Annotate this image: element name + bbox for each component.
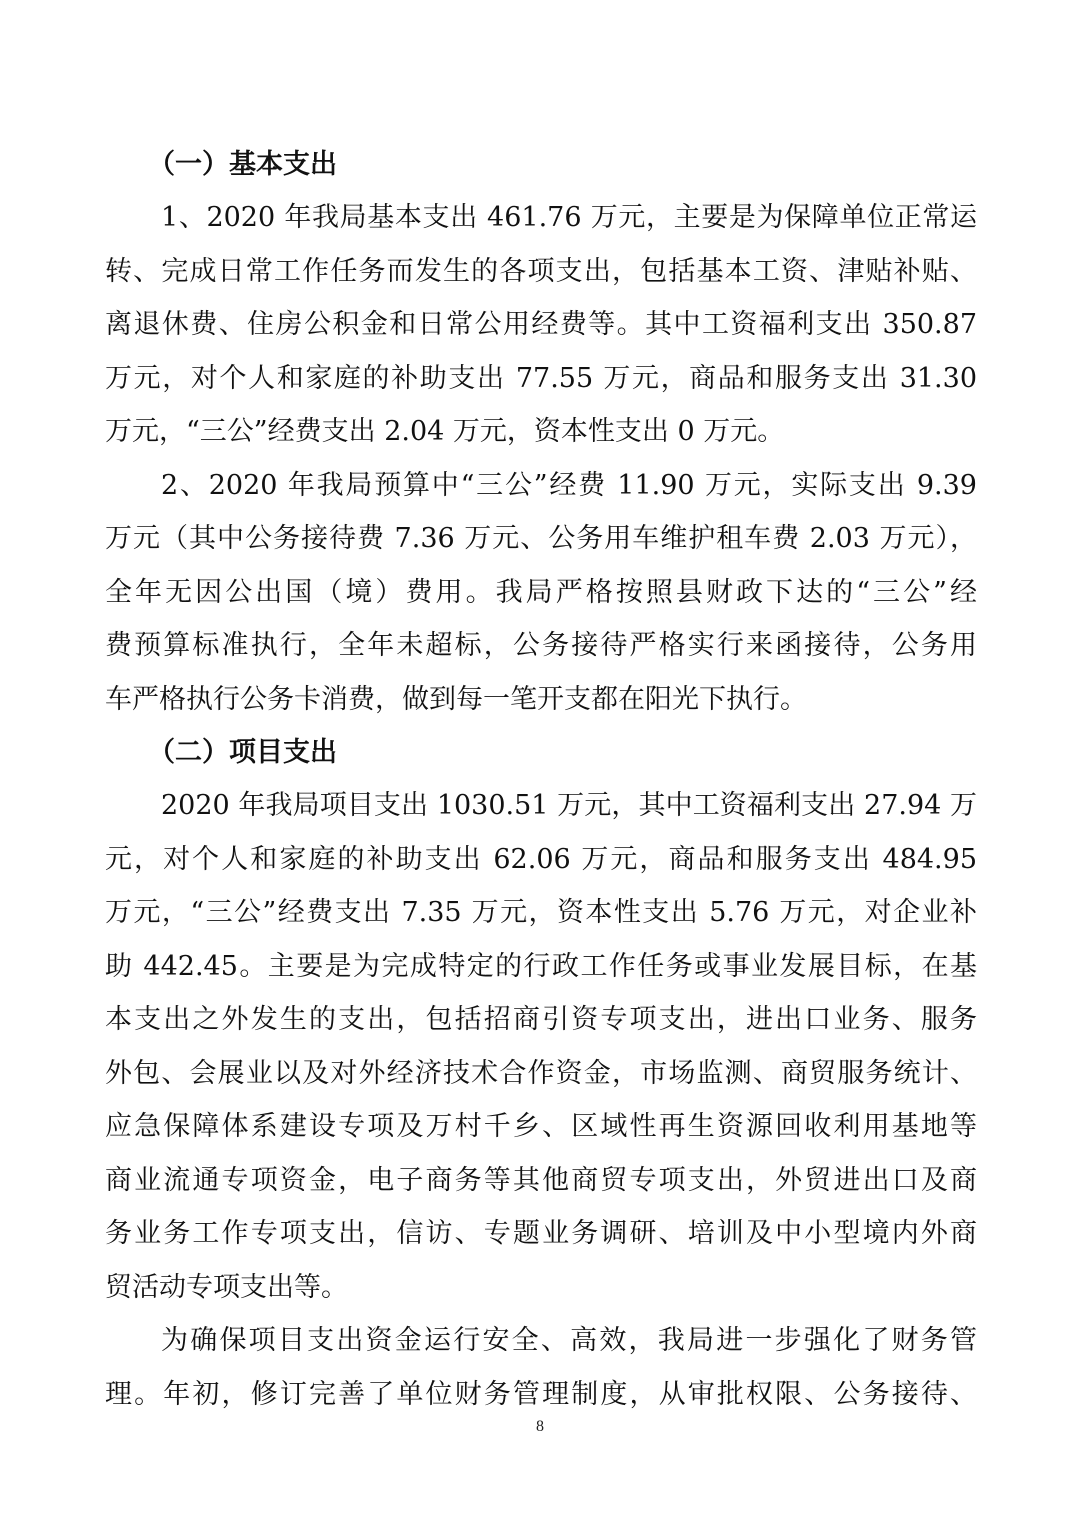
text-line: 贸活动专项支出等。 [105, 1271, 348, 1303]
paragraph-basic-expenditure-1 [105, 191, 977, 459]
text-line: 助 442.45。主要是为完成特定的行政工作任务或事业发展目标，在基 [105, 950, 977, 982]
document-page [105, 138, 977, 1421]
text-line: 应急保障体系建设专项及万村千乡、区域性再生资源回收利用基地等 [105, 1111, 977, 1142]
text-line: 转、完成日常工作任务而发生的各项支出，包括基本工资、津贴补贴、 [105, 255, 977, 287]
section-heading-project-expenditure: （二）项目支出 [148, 737, 337, 768]
text-line: 本支出之外发生的支出，包括招商引资专项支出，进出口业务、服务 [105, 1004, 977, 1035]
section-heading-basic-expenditure: （一）基本支出 [148, 149, 337, 180]
paragraph-project-expenditure-1 [105, 779, 977, 1314]
text-line: 商业流通专项资金，电子商务等其他商贸专项支出，外贸进出口及商 [105, 1164, 977, 1196]
text-line: 万元（其中公务接待费 7.36 万元、公务用车维护租车费 2.03 万元）， [105, 523, 977, 554]
page-number: 8 [536, 1418, 544, 1435]
text-line: 务业务工作专项支出，信访、专题业务调研、培训及中小型境内外商 [105, 1218, 977, 1249]
text-line: 为确保项目支出资金运行安全、高效，我局进一步强化了财务管 [161, 1325, 977, 1356]
text-line: 2020 年我局项目支出 1030.51 万元，其中工资福利支出 27.94 万 [161, 790, 977, 821]
paragraph-basic-expenditure-2 [105, 459, 977, 727]
text-line: 万元，对个人和家庭的补助支出 77.55 万元，商品和服务支出 31.30 [105, 362, 977, 394]
text-line: 车严格执行公务卡消费，做到每一笔开支都在阳光下执行。 [105, 683, 807, 715]
text-line: 万元，“三公”经费支出 7.35 万元，资本性支出 5.76 万元，对企业补 [105, 897, 977, 928]
paragraph-project-expenditure-2 [105, 1314, 977, 1421]
text-line: 元，对个人和家庭的补助支出 62.06 万元，商品和服务支出 484.95 [105, 843, 977, 875]
text-line: 理。年初，修订完善了单位财务管理制度，从审批权限、公务接待、 [105, 1378, 977, 1410]
text-line: 离退休费、住房公积金和日常公用经费等。其中工资福利支出 350.87 [105, 309, 977, 340]
text-line: 1、2020 年我局基本支出 461.76 万元，主要是为保障单位正常运 [161, 202, 977, 233]
text-line: 2、2020 年我局预算中“三公”经费 11.90 万元，实际支出 9.39 [161, 469, 977, 501]
text-line: 全年无因公出国（境）费用。我局严格按照县财政下达的“三公”经 [105, 576, 977, 608]
text-line: 万元，“三公”经费支出 2.04 万元，资本性支出 0 万元。 [105, 416, 785, 447]
text-line: 费预算标准执行，全年未超标，公务接待严格实行来函接待，公务用 [105, 630, 977, 661]
text-line: 外包、会展业以及对外经济技术合作资金，市场监测、商贸服务统计、 [105, 1057, 977, 1089]
